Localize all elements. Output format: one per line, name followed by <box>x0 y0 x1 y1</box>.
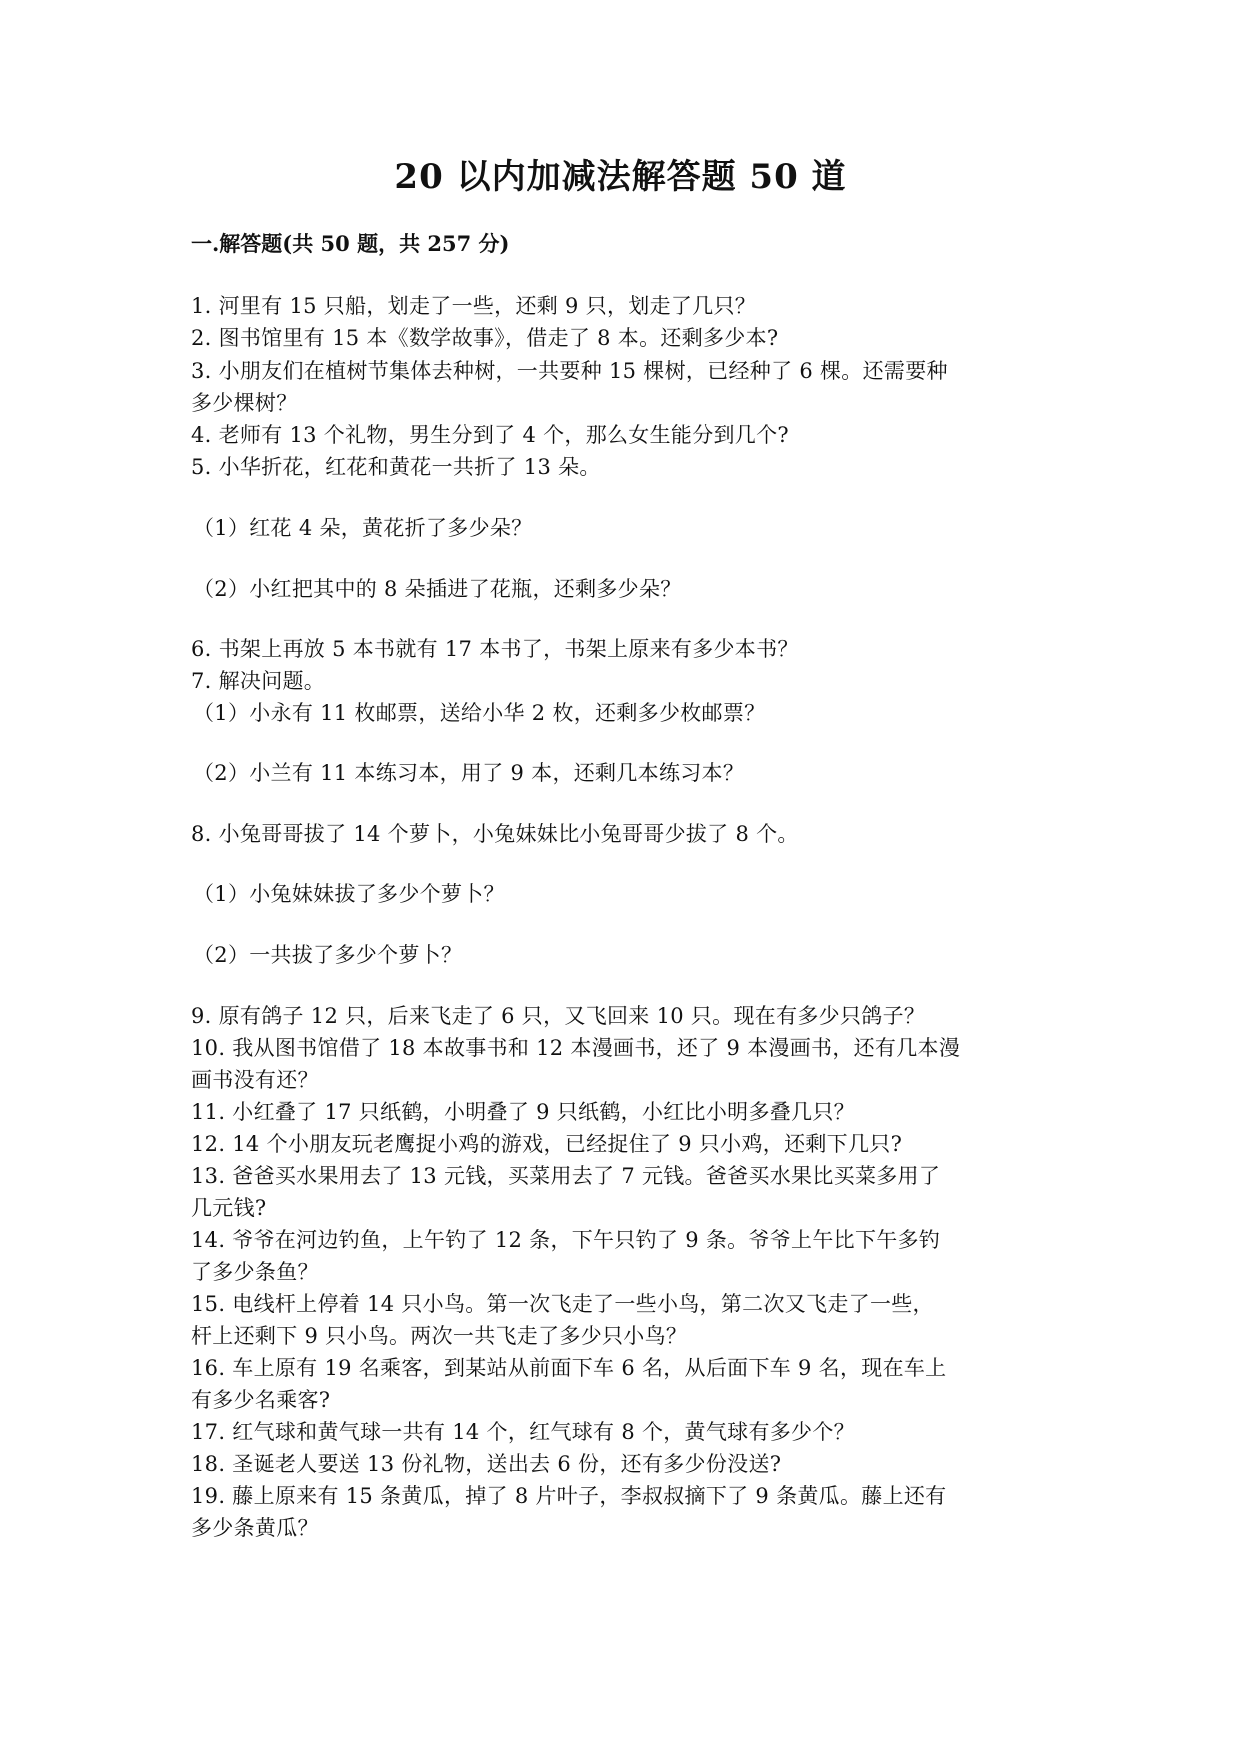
question-line: 16. 车上原有 19 名乘客，到某站从前面下车 6 名，从后面下车 9 名，现在车上 <box>191 1356 947 1380</box>
sub-question-line: （2）一共拔了多少个萝卜？ <box>193 943 463 967</box>
question-line: 13. 爸爸买水果用去了 13 元钱，买菜用去了 7 元钱。爸爸买水果比买菜多用了 <box>191 1164 941 1188</box>
question-line: 1. 河里有 15 只船，划走了一些，还剩 9 只，划走了几只？ <box>191 294 757 318</box>
sub-question-line: （1）小永有 11 枚邮票，送给小华 2 枚，还剩多少枚邮票？ <box>193 701 766 725</box>
question-line: 11. 小红叠了 17 只纸鹤，小明叠了 9 只纸鹤，小红比小明多叠几只？ <box>191 1100 855 1124</box>
sub-question-line: （2）小红把其中的 8 朵插进了花瓶，还剩多少朵？ <box>193 577 682 601</box>
question-line: 7. 解决问题。 <box>191 669 326 693</box>
question-line: 17. 红气球和黄气球一共有 14 个，红气球有 8 个，黄气球有多少个？ <box>191 1420 855 1444</box>
question-line: 了多少条鱼？ <box>191 1260 319 1284</box>
question-line: 4. 老师有 13 个礼物，男生分到了 4 个，那么女生能分到几个? <box>191 423 789 447</box>
question-line: 15. 电线杆上停着 14 只小鸟。第一次飞走了一些小鸟，第二次又飞走了一些， <box>191 1292 934 1316</box>
question-line: 6. 书架上再放 5 本书就有 17 本书了，书架上原来有多少本书？ <box>191 637 799 661</box>
question-line: 画书没有还？ <box>191 1068 319 1092</box>
page-title: 20 以内加减法解答题 50 道 <box>394 157 847 197</box>
sub-question-line: （1）小兔妹妹拔了多少个萝卜？ <box>193 882 505 906</box>
question-line: 10. 我从图书馆借了 18 本故事书和 12 本漫画书，还了 9 本漫画书，还有几本漫 <box>191 1036 961 1060</box>
question-line: 5. 小华折花，红花和黄花一共折了 13 朵。 <box>191 455 601 479</box>
question-line: 3. 小朋友们在植树节集体去种树，一共要种 15 棵树，已经种了 6 棵。还需要种 <box>191 359 948 383</box>
question-line: 杆上还剩下 9 只小鸟。两次一共飞走了多少只小鸟？ <box>191 1324 688 1348</box>
question-line: 18. 圣诞老人要送 13 份礼物，送出去 6 份，还有多少份没送? <box>191 1452 782 1476</box>
section-heading: 一.解答题(共 50 题，共 257 分) <box>191 231 510 256</box>
sub-question-line: （1）红花 4 朵，黄花折了多少朵？ <box>193 516 533 540</box>
question-line: 多少条黄瓜？ <box>191 1516 319 1540</box>
sub-question-line: （2）小兰有 11 本练习本，用了 9 本，还剩几本练习本？ <box>193 761 745 785</box>
question-line: 有多少名乘客? <box>191 1388 331 1412</box>
question-line: 2. 图书馆里有 15 本《数学故事》，借走了 8 本。还剩多少本? <box>191 326 779 350</box>
question-line: 12. 14 个小朋友玩老鹰捉小鸡的游戏，已经捉住了 9 只小鸡，还剩下几只? <box>191 1132 903 1156</box>
question-line: 8. 小兔哥哥拔了 14 个萝卜，小兔妹妹比小兔哥哥少拔了 8 个。 <box>191 822 799 846</box>
question-line: 14. 爷爷在河边钓鱼，上午钓了 12 条，下午只钓了 9 条。爷爷上午比下午多钓 <box>191 1228 941 1252</box>
question-line: 多少棵树？ <box>191 391 298 415</box>
question-line: 19. 藤上原来有 15 条黄瓜，掉了 8 片叶子，李叔叔摘下了 9 条黄瓜。藤上还有 <box>191 1484 947 1508</box>
question-line: 几元钱? <box>191 1196 267 1220</box>
question-line: 9. 原有鸽子 12 只，后来飞走了 6 只，又飞回来 10 只。现在有多少只鸽子？ <box>191 1004 926 1028</box>
